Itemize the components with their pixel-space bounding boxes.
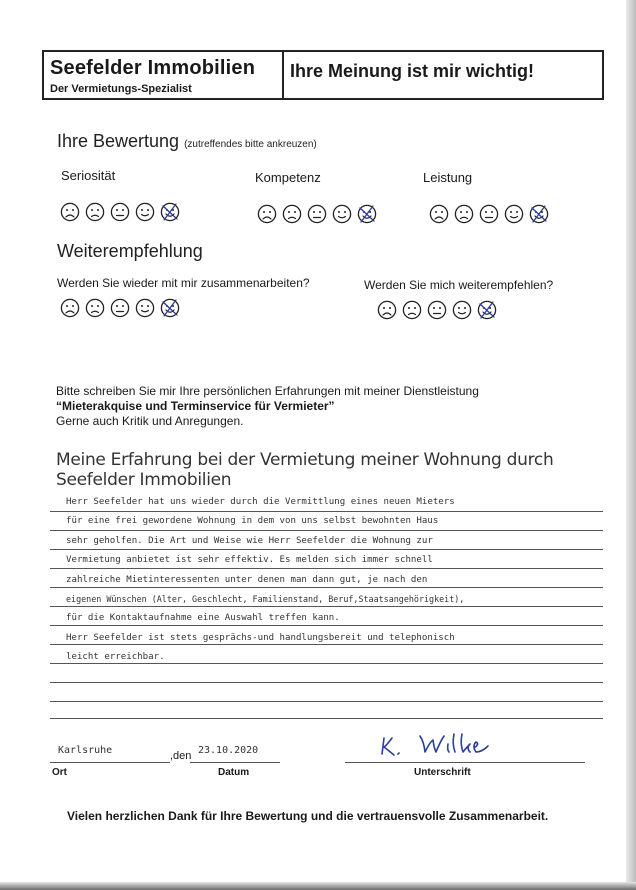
- experience-line: leicht erreichbar.: [66, 652, 165, 663]
- smiley-scale-seriositaet: [60, 202, 180, 222]
- sad-face-icon: [85, 202, 105, 222]
- smiley-scale-kompetenz: [257, 204, 377, 224]
- very-sad-face-icon: [377, 300, 397, 320]
- very-happy-face-icon: [160, 202, 180, 222]
- experience-line: Herr Seefelder hat uns wieder durch die Vermittlung eines neuen Mieters: [66, 497, 455, 507]
- criterion-label-seriositaet: Seriosität: [61, 168, 116, 183]
- selection-cross-mark: [357, 204, 377, 224]
- neutral-face-icon: [307, 204, 327, 224]
- question-label-cooperate-again: Werden Sie wieder mit mir zusammenarbeiten?: [57, 276, 310, 290]
- smiley-scale-cooperate-again: [60, 298, 180, 318]
- very-happy-face-icon: [529, 204, 549, 224]
- very-sad-face-icon: [257, 204, 277, 224]
- very-sad-face-icon: [60, 202, 80, 222]
- intro-text: [56, 384, 576, 429]
- happy-face-icon: [332, 204, 352, 224]
- experience-line: Vermietung anbietet ist sehr effektiv. Es melden sich immer schnell: [66, 555, 433, 566]
- rating-title-text: Ihre Bewertung: [57, 131, 180, 151]
- experience-line: zahlreiche Mietinteressenten unter denen man dann gut, je nach den: [66, 574, 428, 585]
- neutral-face-icon: [479, 204, 499, 224]
- sad-face-icon: [85, 298, 105, 318]
- handwritten-signature: [378, 730, 508, 762]
- very-sad-face-icon: [429, 204, 449, 224]
- neutral-face-icon: [110, 298, 130, 318]
- experience-line: für eine frei gewordene Wohnung in dem von uns selbst bewohnten Haus: [66, 516, 439, 527]
- smiley-scale-leistung: [429, 204, 549, 224]
- ruled-line: [50, 701, 603, 702]
- happy-face-icon: [135, 298, 155, 318]
- ruled-line: [50, 718, 603, 719]
- page-bottom-shadow: [0, 882, 636, 890]
- sad-face-icon: [282, 204, 302, 224]
- smiley-scale-recommend: [377, 300, 497, 320]
- header-box: [42, 50, 604, 100]
- neutral-face-icon: [427, 300, 447, 320]
- happy-face-icon: [452, 300, 472, 320]
- ruled-line: [50, 682, 603, 683]
- date-line: [190, 762, 280, 763]
- experience-text: [66, 493, 611, 668]
- experience-line: eigenen Wünschen (Alter, Geschlecht, Familienstand, Beruf,Staatsangehörigkeit),: [66, 594, 465, 605]
- neutral-face-icon: [110, 202, 130, 222]
- place-caption: Ort: [52, 767, 67, 778]
- very-happy-face-icon: [160, 298, 180, 318]
- place-value: Karlsruhe: [58, 745, 113, 756]
- selection-cross-mark: [160, 298, 180, 318]
- rating-section-title: [57, 131, 317, 152]
- sad-face-icon: [402, 300, 422, 320]
- intro-line-1: Bitte schreiben Sie mir Ihre persönlichen Erfahrungen mit meiner Dienstleistung: [56, 384, 479, 398]
- happy-face-icon: [504, 204, 524, 224]
- header-divider: [282, 52, 284, 98]
- selection-cross-mark: [160, 202, 180, 222]
- intro-service-name: “Mieterakquise und Terminservice für Vermieter”: [56, 399, 335, 413]
- signature-caption: Unterschrift: [414, 767, 471, 778]
- place-line: [50, 762, 170, 763]
- experience-line: sehr geholfen. Die Art und Weise wie Herr Seefelder die Wohnung zur: [66, 535, 433, 546]
- experience-line: Herr Seefelder ist stets gesprächs-und handlungsbereit und telephonisch: [66, 632, 455, 643]
- company-name: Seefelder Immobilien: [50, 57, 256, 79]
- date-separator: ,den: [170, 750, 192, 762]
- very-sad-face-icon: [60, 298, 80, 318]
- question-label-recommend: Werden Sie mich weiterempfehlen?: [364, 278, 554, 292]
- page-edge-shadow: [626, 0, 636, 890]
- experience-title: Meine Erfahrung bei der Vermietung meiner Wohnung durch Seefelder Immobilien: [56, 450, 554, 490]
- selection-cross-mark: [529, 204, 549, 224]
- intro-line-3: Gerne auch Kritik und Anregungen.: [56, 414, 244, 428]
- recommendation-section-title: Weiterempfehlung: [57, 241, 203, 261]
- signature-line: [345, 762, 585, 763]
- happy-face-icon: [135, 202, 155, 222]
- date-value: 23.10.2020: [198, 745, 259, 756]
- rating-note: (zutreffendes bitte ankreuzen): [184, 139, 317, 150]
- selection-cross-mark: [477, 300, 497, 320]
- experience-line: für die Kontaktaufnahme eine Auswahl treffen kann.: [66, 613, 340, 624]
- criterion-label-leistung: Leistung: [423, 170, 473, 185]
- closing-text: Vielen herzlichen Dank für Ihre Bewertung und die vertrauensvolle Zusammenarbeit.: [67, 809, 549, 823]
- company-tagline: Der Vermietungs-Spezialist: [50, 83, 192, 95]
- header-slogan: Ihre Meinung ist mir wichtig!: [290, 61, 535, 81]
- criterion-label-kompetenz: Kompetenz: [255, 170, 321, 185]
- sad-face-icon: [454, 204, 474, 224]
- very-happy-face-icon: [357, 204, 377, 224]
- date-caption: Datum: [218, 767, 250, 778]
- very-happy-face-icon: [477, 300, 497, 320]
